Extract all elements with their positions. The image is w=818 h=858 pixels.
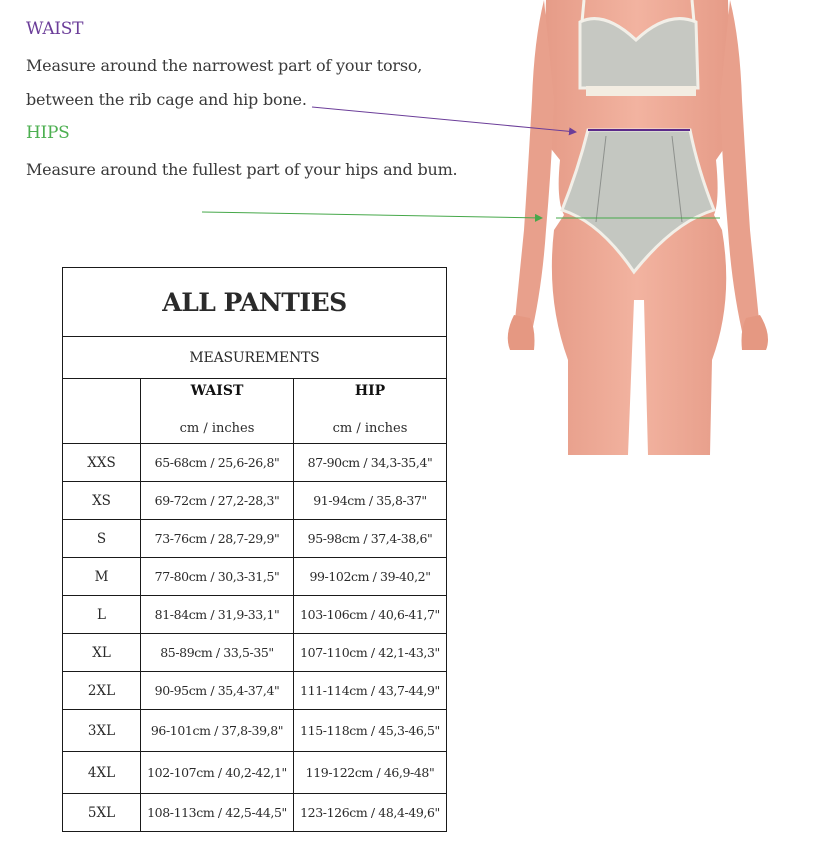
waist-value-cell: 77-80cm / 30,3-31,5" [141,558,294,596]
size-label-cell: 5XL [63,794,141,832]
table-row [63,672,447,710]
waist-column-label: WAIST [190,383,244,399]
table-title-row [63,268,447,337]
hip-value-cell: 123-126cm / 48,4-49,6" [294,794,447,832]
table-row [63,752,447,794]
hip-value-cell: 87-90cm / 34,3-35,4" [294,444,447,482]
waist-column-header [141,379,294,444]
hip-column-header [294,379,447,444]
table-subtitle: MEASUREMENTS [63,337,447,379]
hip-value-cell: 119-122cm / 46,9-48" [294,752,447,794]
waist-value-cell: 96-101cm / 37,8-39,8" [141,710,294,752]
size-column-header [63,379,141,444]
table-row [63,482,447,520]
left-arm-shape [514,0,554,340]
waist-value-cell: 81-84cm / 31,9-33,1" [141,596,294,634]
hip-value-cell: 99-102cm / 39-40,2" [294,558,447,596]
waist-heading: WAIST [26,19,84,39]
size-label-cell: L [63,596,141,634]
hips-instruction-line-1: Measure around the fullest part of your hips and bum. [26,160,458,179]
left-hand-shape [508,315,535,350]
table-row [63,794,447,832]
waist-value-cell: 65-68cm / 25,6-26,8" [141,444,294,482]
waist-value-cell: 73-76cm / 28,7-29,9" [141,520,294,558]
waist-value-cell: 69-72cm / 27,2-28,3" [141,482,294,520]
waist-instruction-line-2: between the rib cage and hip bone. [26,90,307,109]
size-label-cell: XS [63,482,141,520]
waist-column-unit: cm / inches [179,421,255,436]
size-label-cell: XL [63,634,141,672]
table-title: ALL PANTIES [63,268,447,337]
waist-value-cell: 90-95cm / 35,4-37,4" [141,672,294,710]
body-figure-illustration [484,0,790,455]
hips-heading: HIPS [26,123,70,143]
hip-column-unit: cm / inches [332,421,408,436]
waist-value-cell: 108-113cm / 42,5-44,5" [141,794,294,832]
table-row [63,634,447,672]
table-row [63,444,447,482]
column-header-row [63,379,447,444]
right-hand-shape [742,315,769,350]
size-label-cell: XXS [63,444,141,482]
waist-value-cell: 85-89cm / 33,5-35" [141,634,294,672]
hip-value-cell: 91-94cm / 35,8-37" [294,482,447,520]
bra-band [586,86,696,96]
size-label-cell: 3XL [63,710,141,752]
hip-value-cell: 115-118cm / 45,3-46,5" [294,710,447,752]
size-label-cell: S [63,520,141,558]
size-label-cell: M [63,558,141,596]
hip-value-cell: 95-98cm / 37,4-38,6" [294,520,447,558]
hip-value-cell: 111-114cm / 43,7-44,9" [294,672,447,710]
bra-strap-left [582,0,584,22]
table-row [63,596,447,634]
table-row [63,558,447,596]
bra-strap-right [692,0,694,22]
waist-instruction-line-1: Measure around the narrowest part of your torso, [26,56,423,75]
table-row [63,710,447,752]
waist-value-cell: 102-107cm / 40,2-42,1" [141,752,294,794]
table-row [63,520,447,558]
size-chart-table [62,267,447,832]
hip-value-cell: 107-110cm / 42,1-43,3" [294,634,447,672]
size-label-cell: 4XL [63,752,141,794]
hip-column-label: HIP [354,383,386,399]
hip-value-cell: 103-106cm / 40,6-41,7" [294,596,447,634]
table-subtitle-row [63,337,447,379]
size-label-cell: 2XL [63,672,141,710]
